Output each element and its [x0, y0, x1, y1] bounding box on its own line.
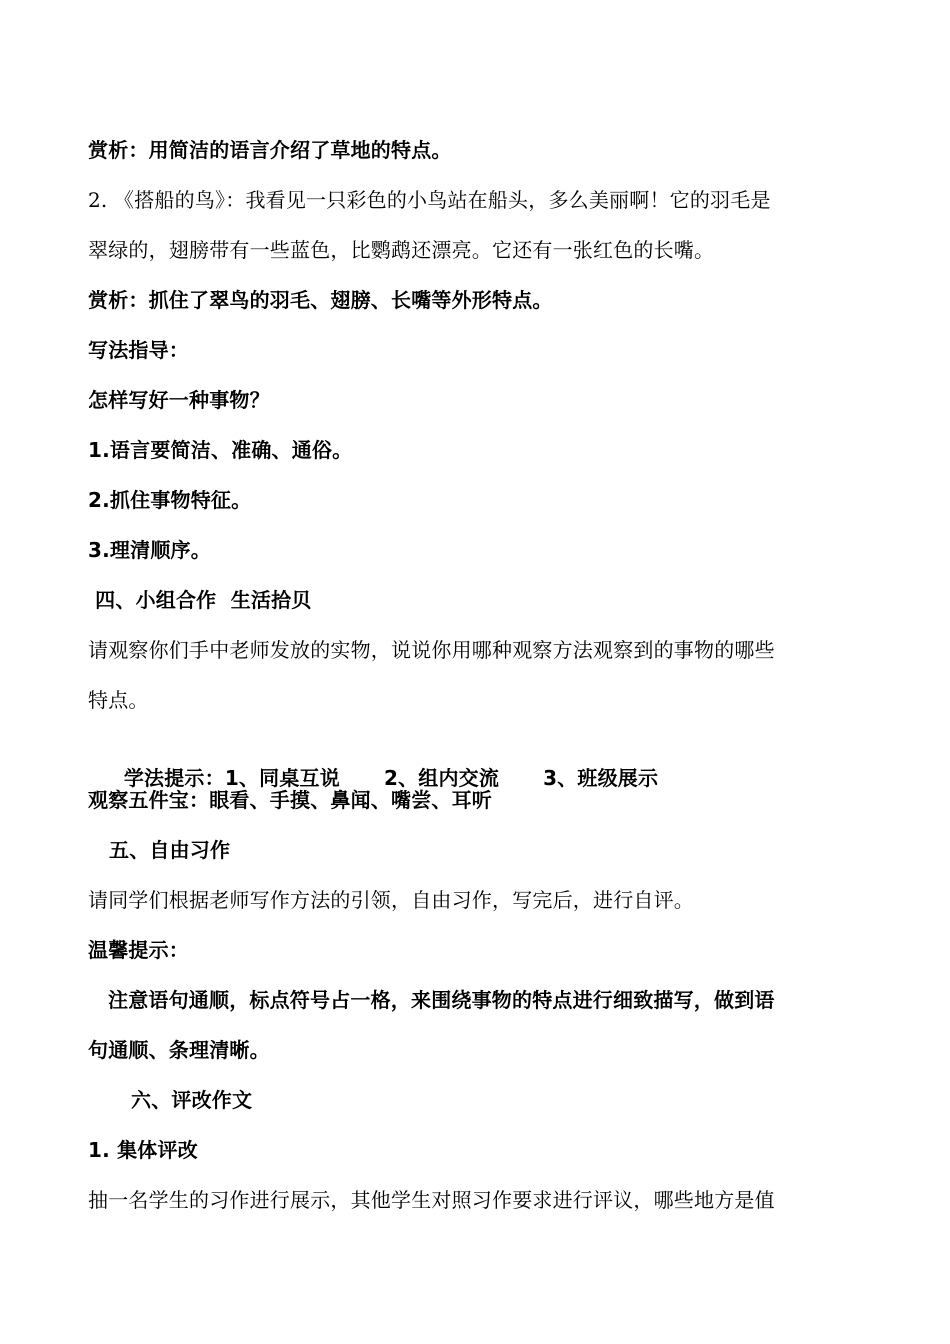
- five-treasures-line: 观察五件宝：眼看、手摸、鼻闻、嘴尝、耳听: [88, 788, 492, 812]
- section-6-heading: 六、评改作文: [131, 1088, 253, 1112]
- guidance-question: 怎样写好一种事物？: [88, 388, 270, 412]
- section-4-heading: 四、小组合作 生活拾贝: [88, 588, 312, 612]
- collective-review-heading: 1. 集体评改: [88, 1138, 198, 1162]
- appreciation-line-2: 赏析：抓住了翠鸟的羽毛、翅膀、长嘴等外形特点。: [88, 288, 553, 312]
- example-2-line-2: 翠绿的，翅膀带有一些蓝色，比鹦鹉还漂亮。它还有一张红色的长嘴。: [88, 238, 715, 262]
- appreciation-line-1: 赏析：用简洁的语言介绍了草地的特点。: [88, 138, 452, 162]
- warm-tips-line-1: 注意语句通顺，标点符号占一格，来围绕事物的特点进行细致描写，做到语: [108, 988, 775, 1012]
- example-2-line-1: 2. 《搭船的鸟》：我看见一只彩色的小鸟站在船头，多么美丽啊！它的羽毛是: [88, 188, 771, 212]
- study-tip-3: 3、班级展示: [543, 766, 659, 790]
- section-4-paragraph-line-1: 请观察你们手中老师发放的实物，说说你用哪种观察方法观察到的事物的哪些: [88, 638, 775, 662]
- section-5-heading: 五、自由习作: [109, 838, 231, 862]
- guidance-point-2: 2.抓住事物特征。: [88, 488, 252, 512]
- section-5-paragraph: 请同学们根据老师写作方法的引领，自由习作，写完后，进行自评。: [88, 888, 694, 912]
- guidance-point-1: 1.语言要简洁、准确、通俗。: [88, 438, 353, 462]
- study-tip-2: 2、组内交流: [383, 766, 500, 790]
- warm-tips-line-2: 句通顺、条理清晰。: [88, 1038, 270, 1062]
- section-4-paragraph-line-2: 特点。: [88, 688, 149, 712]
- guidance-point-3: 3.理清顺序。: [88, 538, 211, 562]
- study-tip-1: 学法提示：1、同桌互说: [116, 766, 340, 790]
- writing-guidance-heading: 写法指导：: [88, 338, 189, 362]
- warm-tips-heading: 温馨提示：: [88, 938, 189, 962]
- collective-review-paragraph: 抽一名学生的习作进行展示，其他学生对照习作要求进行评议，哪些地方是值: [88, 1188, 775, 1212]
